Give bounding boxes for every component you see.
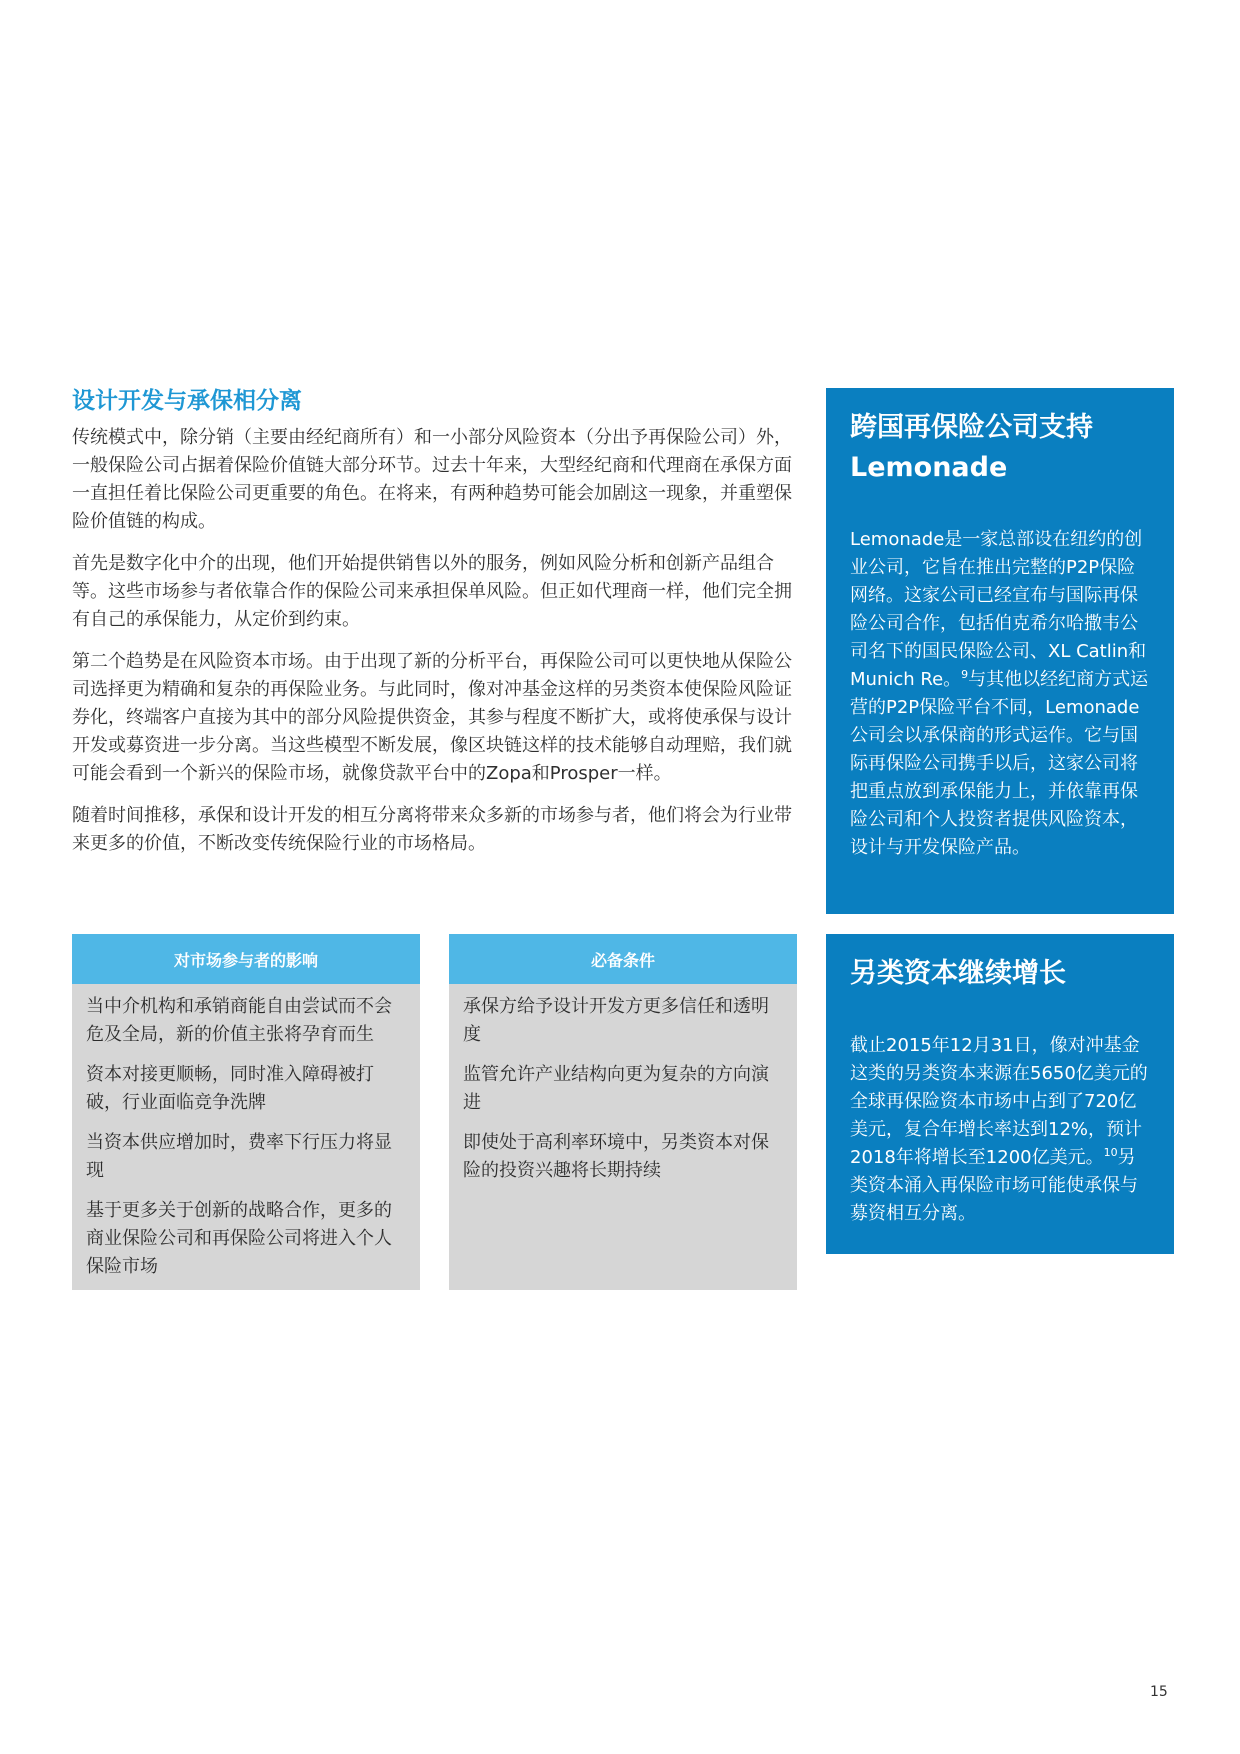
impact-table-column <box>72 934 420 1290</box>
paragraph-intro: 传统模式中，除分销（主要由经纪商所有）和一小部分风险资本（分出予再保险公司）外，一般保险公司占据着保险价值链大部分环节。过去十年来，大型经纪商和代理商在承保方面一直担任着比保险公司更重要的角色。在将来，有两种趋势可能会加剧这一现象，并重塑保险价值链的构成。 <box>72 427 792 532</box>
footnote-marker: 10 <box>1103 1146 1118 1159</box>
prerequisites-table-header: 必备条件 <box>449 934 797 984</box>
impact-item: 基于更多关于创新的战略合作，更多的商业保险公司和再保险公司将进入个人保险市场 <box>86 1200 392 1277</box>
prerequisite-item: 承保方给予设计开发方更多信任和透明度 <box>463 996 769 1045</box>
impact-item: 当资本供应增加时，费率下行压力将显现 <box>86 1132 392 1181</box>
paragraph-risk-capital: 第二个趋势是在风险资本市场。由于出现了新的分析平台，再保险公司可以更快地从保险公司选择更为精确和复杂的再保险业务。与此同时，像对冲基金这样的另类资本使保险风险证券化，终端客户直接为其中的部分风险提供资金，其参与程度不断扩大，或将使承保与设计开发或募资进一步分离。当这些模型不断发展，像区块链这样的技术能够自动理赔，我们就可能会看到一个新兴的保险市场，就像贷款平台中的Zopa和Prosper一样。 <box>72 651 792 784</box>
main-body <box>72 424 794 872</box>
paragraph-conclusion: 随着时间推移，承保和设计开发的相互分离将带来众多新的市场参与者，他们将会为行业带来更多的价值，不断改变传统保险行业的市场格局。 <box>72 805 792 854</box>
sidebar-box-alternative-capital <box>826 934 1174 1254</box>
sidebar-text-part: 截止2015年12月31日，像对冲基金这类的另类资本来源在5650亿美元的全球再保险资本市场中占到了720亿美元，复合年增长率达到12%，预计2018年将增长至1200亿美元。 <box>850 1035 1148 1168</box>
sidebar-text-part: Lemonade是一家总部设在纽约的创业公司，它旨在推出完整的P2P保险网络。这家公司已经宣布与国际再保险公司合作，包括伯克希尔哈撒韦公司名下的国民保险公司、XL Catlin和Munich Re。 <box>850 529 1147 690</box>
sidebar-box-title: 另类资本继续增长 <box>850 958 1066 989</box>
section-title: 设计开发与承保相分离 <box>72 388 302 414</box>
sidebar-text-part: 另类资本涌入再保险市场可能使承保与募资相互分离。 <box>850 1147 1138 1224</box>
impact-item: 当中介机构和承销商能自由尝试而不会危及全局，新的价值主张将孕育而生 <box>86 996 392 1045</box>
sidebar-box-title: 跨国再保险公司支持Lemonade <box>850 412 1093 483</box>
page-number: 15 <box>1150 1684 1168 1700</box>
impact-item: 资本对接更顺畅，同时准入障碍被打破，行业面临竞争洗牌 <box>86 1064 374 1113</box>
prerequisite-item: 监管允许产业结构向更为复杂的方向演进 <box>463 1064 769 1113</box>
impact-table-header: 对市场参与者的影响 <box>72 934 420 984</box>
sidebar-box-text <box>850 1032 1150 1228</box>
sidebar-box-lemonade <box>826 388 1174 914</box>
prerequisite-item: 即使处于高利率环境中，另类资本对保险的投资兴趣将长期持续 <box>463 1132 769 1181</box>
sidebar-box-text <box>850 526 1150 862</box>
sidebar-text-part: 与其他以经纪商方式运营的P2P保险平台不同，Lemonade公司会以承保商的形式运作。它与国际再保险公司携手以后，这家公司将把重点放到承保能力上，并依靠再保险公司和个人投资者提供风险资本，设计与开发保险产品。 <box>850 669 1149 858</box>
paragraph-digital-intermediaries: 首先是数字化中介的出现，他们开始提供销售以外的服务，例如风险分析和创新产品组合等。这些市场参与者依靠合作的保险公司来承担保单风险。但正如代理商一样，他们完全拥有自己的承保能力，从定价到约束。 <box>72 553 792 630</box>
prerequisites-table-column <box>449 934 797 1290</box>
footnote-marker: 9 <box>961 668 969 681</box>
